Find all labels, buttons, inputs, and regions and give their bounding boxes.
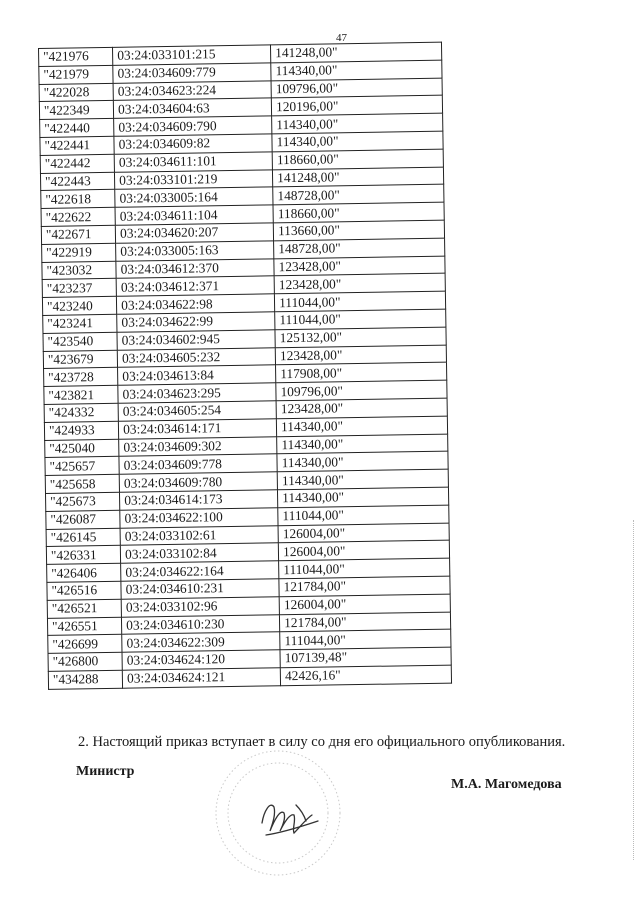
object-number-cell: "422349 <box>39 101 113 120</box>
cadastral-value-cell: 111044,00" <box>279 558 450 578</box>
object-number-cell: "426331 <box>46 546 120 565</box>
cadastral-value-cell: 111044,00" <box>280 629 451 649</box>
cadastral-value-cell: 111044,00" <box>275 291 446 311</box>
cadastral-value-cell: 118660,00" <box>272 149 443 169</box>
seal-graphic <box>200 735 360 885</box>
cadastral-number-cell: 03:24:033102:96 <box>121 596 279 616</box>
cadastral-number-cell: 03:24:033005:163 <box>116 241 274 261</box>
cadastral-value-cell: 126004,00" <box>279 594 450 614</box>
cadastral-number-cell: 03:24:034605:232 <box>117 347 275 367</box>
object-number-cell: "422441 <box>40 136 114 155</box>
cadastral-value-cell: 141248,00" <box>273 167 444 187</box>
cadastral-number-cell: 03:24:034609:82 <box>114 134 272 154</box>
object-number-cell: "424332 <box>44 403 118 422</box>
object-number-cell: "422622 <box>41 207 115 226</box>
object-number-cell: "426551 <box>47 617 121 636</box>
signer-title: Министр <box>76 764 135 779</box>
object-number-cell: "421979 <box>39 65 113 84</box>
cadastral-value-cell: 123428,00" <box>274 256 445 276</box>
cadastral-value-cell: 114340,00" <box>271 60 442 80</box>
object-number-cell: "423540 <box>43 332 117 351</box>
cadastral-number-cell: 03:24:034610:231 <box>121 579 279 599</box>
object-number-cell: "422443 <box>40 172 114 191</box>
object-number-cell: "434288 <box>48 670 122 689</box>
cadastral-number-cell: 03:24:034614:173 <box>120 490 278 510</box>
cadastral-value-cell: 118660,00" <box>273 202 444 222</box>
object-number-cell: "422618 <box>41 190 115 209</box>
cadastral-number-cell: 03:24:034622:100 <box>120 508 278 528</box>
cadastral-value-cell: 148728,00" <box>274 238 445 258</box>
cadastral-value-table <box>38 42 452 690</box>
cadastral-value-cell: 111044,00" <box>275 309 446 329</box>
cadastral-value-cell: 126004,00" <box>278 540 449 560</box>
cadastral-number-cell: 03:24:034623:224 <box>113 80 271 100</box>
cadastral-number-cell: 03:24:034620:207 <box>115 223 273 243</box>
cadastral-number-cell: 03:24:033005:164 <box>115 187 273 207</box>
cadastral-number-cell: 03:24:034624:120 <box>122 650 280 670</box>
object-number-cell: "426521 <box>47 599 121 618</box>
cadastral-number-cell: 03:24:034609:790 <box>114 116 272 136</box>
object-number-cell: "423240 <box>42 296 116 315</box>
object-number-cell: "426406 <box>47 563 121 582</box>
cadastral-number-cell: 03:24:034623:295 <box>118 383 276 403</box>
cadastral-value-cell: 114340,00" <box>272 131 443 151</box>
object-number-cell: "421976 <box>39 47 113 66</box>
cadastral-number-cell: 03:24:033101:219 <box>115 169 273 189</box>
cadastral-number-cell: 03:24:034609:779 <box>113 63 271 83</box>
cadastral-value-cell: 117908,00" <box>276 362 447 382</box>
cadastral-value-cell: 114340,00" <box>272 113 443 133</box>
cadastral-value-cell: 123428,00" <box>276 398 447 418</box>
object-number-cell: "426699 <box>48 635 122 654</box>
cadastral-number-cell: 03:24:034609:778 <box>119 454 277 474</box>
object-number-cell: "422442 <box>40 154 114 173</box>
object-number-cell: "426145 <box>46 528 120 547</box>
cadastral-number-cell: 03:24:034622:309 <box>122 632 280 652</box>
cadastral-number-cell: 03:24:034622:99 <box>117 312 275 332</box>
cadastral-value-cell: 113660,00" <box>273 220 444 240</box>
cadastral-number-cell: 03:24:034624:121 <box>122 668 280 688</box>
cadastral-number-cell: 03:24:034602:945 <box>117 330 275 350</box>
cadastral-value-cell: 114340,00" <box>276 416 447 436</box>
cadastral-value-cell: 148728,00" <box>273 185 444 205</box>
cadastral-value-cell: 121784,00" <box>280 612 451 632</box>
object-number-cell: "424933 <box>44 421 118 440</box>
object-number-cell: "425657 <box>45 457 119 476</box>
official-seal-icon <box>200 735 360 885</box>
cadastral-value-cell: 114340,00" <box>277 451 448 471</box>
object-number-cell: "422671 <box>41 225 115 244</box>
cadastral-value-cell: 126004,00" <box>278 523 449 543</box>
object-number-cell: "426087 <box>46 510 120 529</box>
cadastral-value-cell: 109796,00" <box>271 78 442 98</box>
object-number-cell: "422919 <box>42 243 116 262</box>
object-number-cell: "426516 <box>47 581 121 600</box>
object-number-cell: "423032 <box>42 261 116 280</box>
object-number-cell: "422028 <box>39 83 113 102</box>
page-number: 47 <box>336 32 347 44</box>
object-number-cell: "423679 <box>43 350 117 369</box>
object-number-cell: "425658 <box>45 474 119 493</box>
cadastral-value-cell: 120196,00" <box>271 96 442 116</box>
object-number-cell: "423821 <box>44 385 118 404</box>
object-number-cell: "423241 <box>43 314 117 333</box>
cadastral-number-cell: 03:24:033102:61 <box>120 525 278 545</box>
cadastral-value-cell: 141248,00" <box>271 42 442 62</box>
cadastral-number-cell: 03:24:034610:230 <box>122 614 280 634</box>
handwritten-signature-icon <box>262 805 318 835</box>
cadastral-value-cell: 125132,00" <box>275 327 446 347</box>
cadastral-number-cell: 03:24:034612:371 <box>116 276 274 296</box>
cadastral-value-cell: 107139,48" <box>280 647 451 667</box>
cadastral-number-cell: 03:24:034611:101 <box>114 152 272 172</box>
cadastral-value-cell: 114340,00" <box>277 434 448 454</box>
cadastral-value-cell: 111044,00" <box>278 505 449 525</box>
cadastral-number-cell: 03:24:034614:171 <box>119 419 277 439</box>
cadastral-value-cell: 123428,00" <box>275 345 446 365</box>
cadastral-value-cell: 109796,00" <box>276 380 447 400</box>
object-number-cell: "423237 <box>42 279 116 298</box>
object-number-cell: "422440 <box>40 119 114 138</box>
cadastral-number-cell: 03:24:033101:215 <box>113 45 271 65</box>
cadastral-number-cell: 03:24:034609:302 <box>119 436 277 456</box>
cadastral-number-cell: 03:24:034613:84 <box>118 365 276 385</box>
object-number-cell: "425673 <box>45 492 119 511</box>
cadastral-number-cell: 03:24:034622:164 <box>121 561 279 581</box>
signer-name: М.А. Магомедова <box>451 777 562 792</box>
cadastral-number-cell: 03:24:034612:370 <box>116 258 274 278</box>
order-clause: 2. Настоящий приказ вступает в силу со дня его официального опубликования. <box>78 734 566 750</box>
cadastral-number-cell: 03:24:034605:254 <box>118 401 276 421</box>
cadastral-value-cell: 121784,00" <box>279 576 450 596</box>
object-number-cell: "425040 <box>45 439 119 458</box>
cadastral-number-cell: 03:24:033102:84 <box>120 543 278 563</box>
cadastral-value-cell: 42426,16" <box>280 665 451 685</box>
cadastral-value-cell: 114340,00" <box>278 487 449 507</box>
cadastral-value-cell: 123428,00" <box>274 273 445 293</box>
cadastral-number-cell: 03:24:034611:104 <box>115 205 273 225</box>
cadastral-number-cell: 03:24:034604:63 <box>113 98 271 118</box>
table-wrapper <box>38 42 452 704</box>
object-number-cell: "426800 <box>48 652 122 671</box>
scan-edge-mark <box>633 520 635 860</box>
cadastral-number-cell: 03:24:034622:98 <box>117 294 275 314</box>
cadastral-number-cell: 03:24:034609:780 <box>119 472 277 492</box>
cadastral-value-cell: 114340,00" <box>277 469 448 489</box>
table-body <box>39 42 452 689</box>
object-number-cell: "423728 <box>44 368 118 387</box>
